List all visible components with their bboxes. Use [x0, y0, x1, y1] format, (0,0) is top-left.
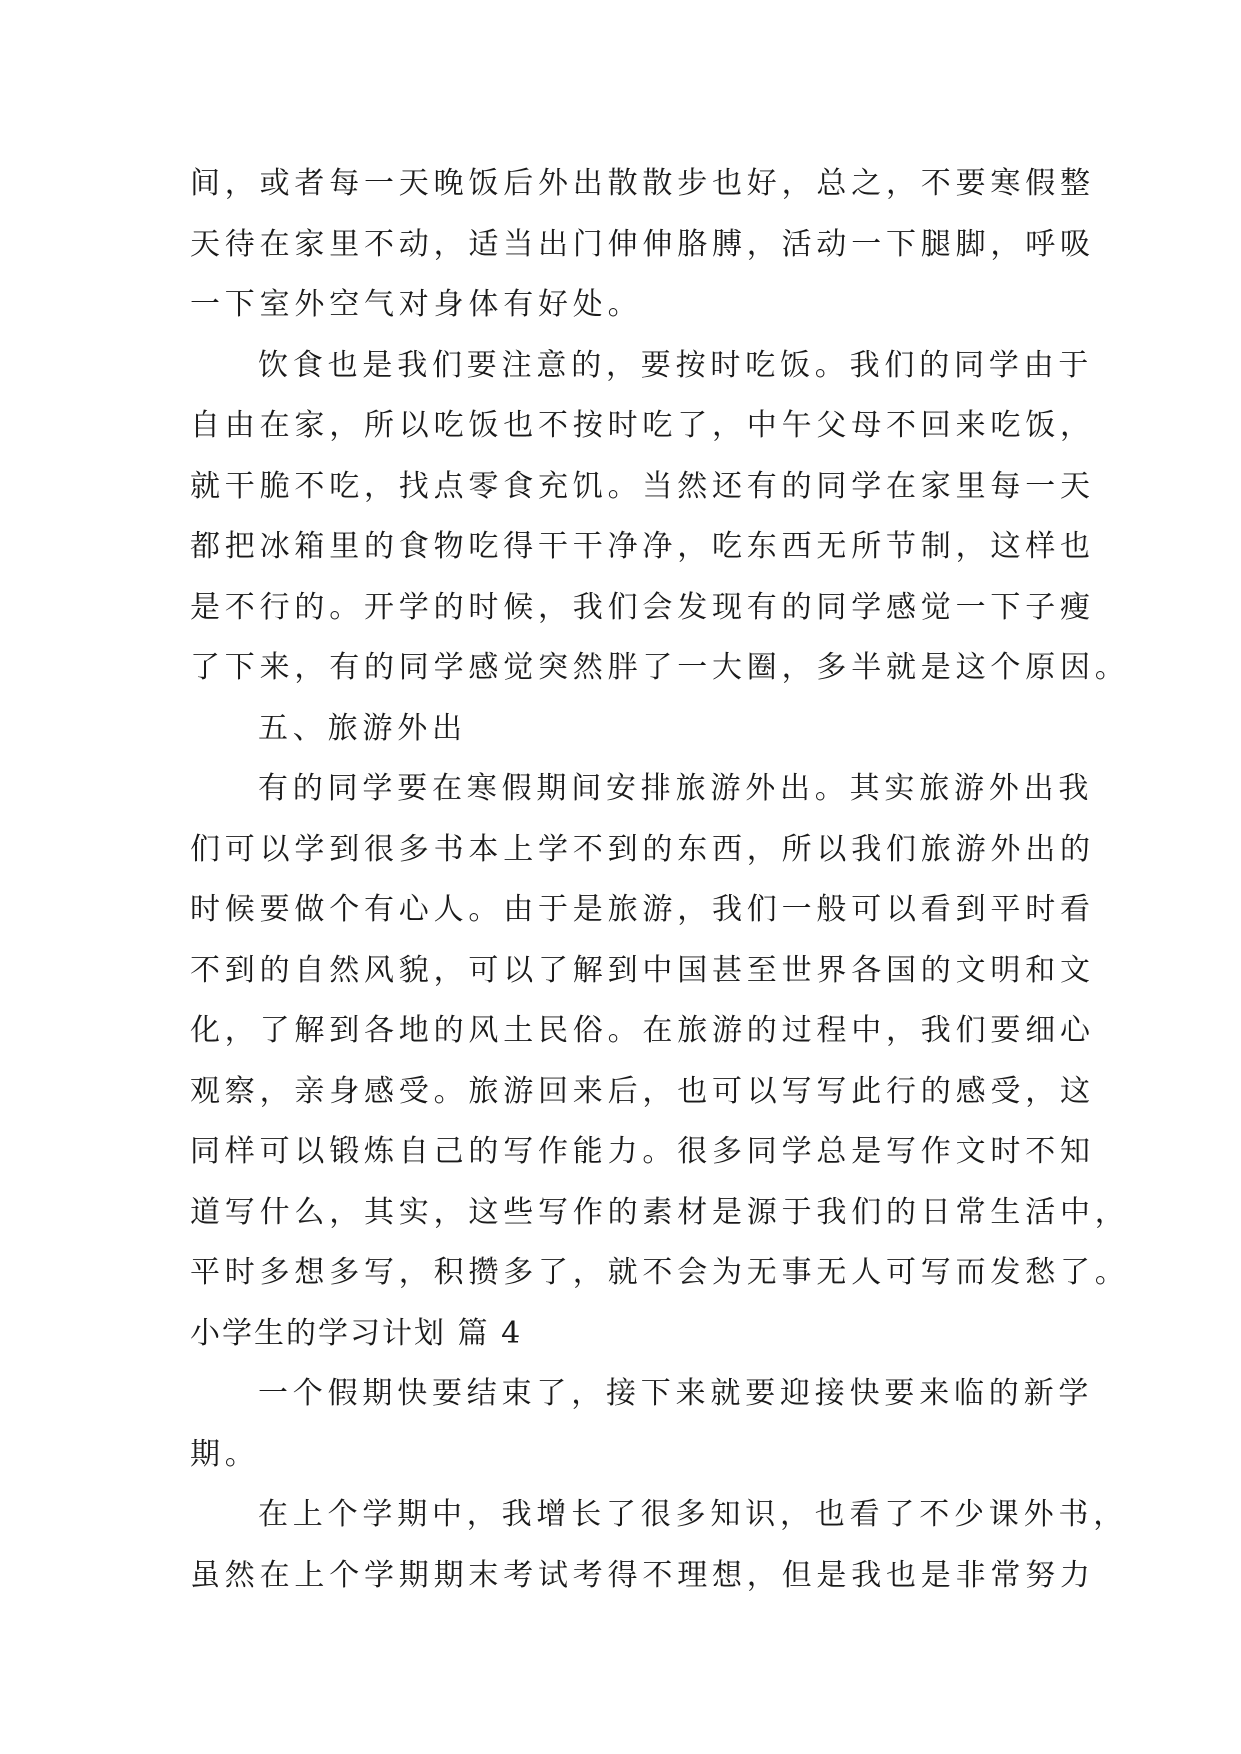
paragraph: [190, 154, 1095, 336]
text-line: 观察，亲身感受。旅游回来后，也可以写写此行的感受，这: [190, 1073, 1095, 1109]
document-body: [190, 154, 1130, 1606]
text-line: 化，了解到各地的风土民俗。在旅游的过程中，我们要细心: [190, 1013, 1095, 1048]
text-line: 平时多想多写，积攒多了，就不会为无事无人可写而发愁了。: [190, 1255, 1130, 1290]
text-line: 自由在家，所以吃饭也不按时吃了，中午父母不回来吃饭，: [190, 408, 1095, 443]
paragraph: [190, 1364, 1094, 1485]
text-line: 时候要做个有心人。由于是旅游，我们一般可以看到平时看: [190, 892, 1095, 927]
text-line: 间，或者每一天晚饭后外出散散步也好，总之，不要寒假整: [190, 166, 1095, 201]
text-line: 就干脆不吃，找点零食充饥。当然还有的同学在家里每一天: [190, 468, 1095, 504]
text-line: 同样可以锻炼自己的写作能力。很多同学总是写作文时不知: [190, 1134, 1095, 1169]
text-line: 一个假期快要结束了，接下来就要迎接快要来临的新学: [258, 1376, 1094, 1411]
text-line: 是不行的。开学的时候，我们会发现有的同学感觉一下子瘦: [190, 589, 1095, 625]
text-line: 在上个学期中，我增长了很多知识，也看了不少课外书，: [258, 1497, 1128, 1532]
text-line: 了下来，有的同学感觉突然胖了一大圈，多半就是这个原因。: [190, 650, 1130, 685]
section-heading: 五、旅游外出: [258, 710, 467, 746]
paragraph: [190, 759, 1130, 1304]
paragraph: [190, 336, 1130, 699]
text-line: 们可以学到很多书本上学不到的东西，所以我们旅游外出的: [190, 831, 1095, 867]
text-line: 有的同学要在寒假期间安排旅游外出。其实旅游外出我: [258, 771, 1094, 806]
text-line: 道写什么，其实，这些写作的素材是源于我们的日常生活中，: [190, 1194, 1130, 1230]
text-line: 都把冰箱里的食物吃得干干净净，吃东西无所节制，这样也: [190, 529, 1095, 564]
article-title: 小学生的学习计划 篇 4: [190, 1315, 523, 1351]
paragraph: [190, 1485, 1128, 1606]
text-line: 天待在家里不动，适当出门伸伸胳膊，活动一下腿脚，呼吸: [190, 226, 1095, 262]
text-line: 一下室外空气对身体有好处。: [190, 287, 643, 322]
text-line: 虽然在上个学期期末考试考得不理想，但是我也是非常努力: [190, 1557, 1095, 1593]
text-line: 饮食也是我们要注意的，要按时吃饭。我们的同学由于: [258, 347, 1094, 383]
text-line: 期。: [190, 1436, 260, 1472]
text-line: 不到的自然风貌，可以了解到中国甚至世界各国的文明和文: [190, 952, 1095, 988]
